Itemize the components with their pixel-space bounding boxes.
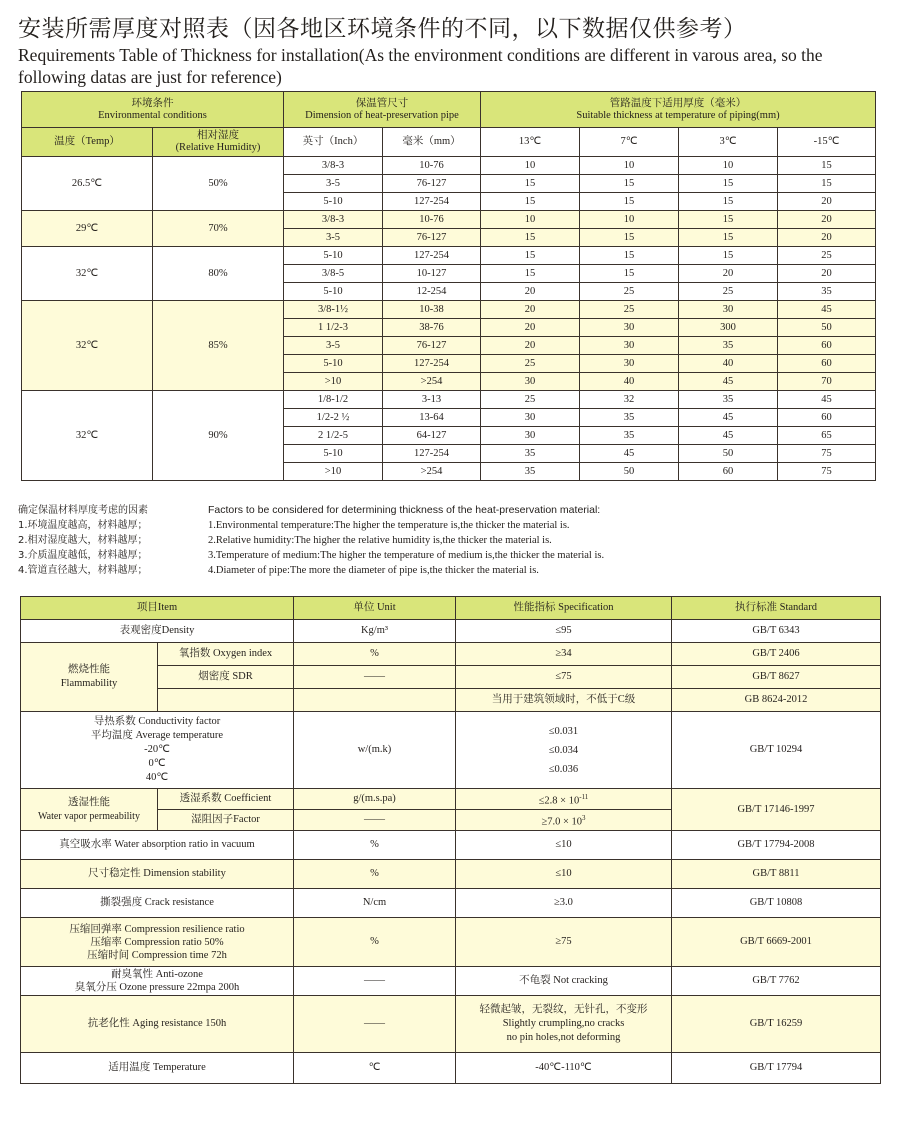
temp-cell: 29℃ <box>22 211 153 247</box>
vapor-factor-unit: —— <box>294 810 456 831</box>
inch-cell: 5-10 <box>284 283 383 301</box>
ozone-standard: GB/T 7762 <box>672 967 881 996</box>
thickness-3c-cell: 35 <box>679 337 778 355</box>
header-suitable-thickness <box>481 92 876 128</box>
factors-en-item: 1.Environmental temperature:The higher the temperature is,the thicker the material is. <box>208 520 570 531</box>
building-item <box>158 689 294 712</box>
compression-item <box>21 918 294 967</box>
thickness-7c-cell: 15 <box>580 247 679 265</box>
header-pipe-cn: 保温管尺寸 <box>355 97 409 109</box>
oxygen-spec: ≥34 <box>456 643 672 666</box>
dimension-unit: % <box>294 860 456 889</box>
header-3c: 3℃ <box>679 128 778 157</box>
thickness-7c-cell: 32 <box>580 391 679 409</box>
thickness-3c-cell: 45 <box>679 409 778 427</box>
vapor-factor-spec <box>456 810 672 831</box>
temp-cell: 26.5℃ <box>22 157 153 211</box>
vapor-label <box>21 789 158 831</box>
dimension-spec: ≤10 <box>456 860 672 889</box>
vapor-standard: GB/T 17146-1997 <box>672 789 881 831</box>
factors-en-item: 2.Relative humidity:The higher the relative humidity is,the thicker the material is. <box>208 535 552 546</box>
mm-cell: 3-13 <box>383 391 481 409</box>
building-standard: GB 8624-2012 <box>672 689 881 712</box>
mm-cell: 12-254 <box>383 283 481 301</box>
spec-exponent: 3 <box>582 813 586 822</box>
thickness-7c-cell: 30 <box>580 319 679 337</box>
mm-cell: 76-127 <box>383 337 481 355</box>
thickness-minus15c-cell: 20 <box>778 211 876 229</box>
thickness-3c-cell: 40 <box>679 355 778 373</box>
mm-cell: 38-76 <box>383 319 481 337</box>
temperature-unit: ℃ <box>294 1053 456 1084</box>
spec-exponent: -11 <box>579 792 589 801</box>
conductivity-standard: GB/T 10294 <box>672 712 881 789</box>
thickness-3c-cell: 15 <box>679 247 778 265</box>
thickness-3c-cell: 10 <box>679 157 778 175</box>
inch-cell: 3-5 <box>284 337 383 355</box>
thickness-3c-cell: 300 <box>679 319 778 337</box>
thickness-7c-cell: 35 <box>580 427 679 445</box>
factors-en <box>208 503 604 578</box>
conductivity-spec-value: ≤0.036 <box>548 763 579 775</box>
crack-standard: GB/T 10808 <box>672 889 881 918</box>
thickness-13c-cell: 15 <box>481 175 580 193</box>
factors-cn-heading: 确定保温材料厚度考虑的因素 <box>18 505 148 516</box>
header-humidity-cn: 相对湿度 <box>197 130 239 141</box>
oxygen-standard: GB/T 2406 <box>672 643 881 666</box>
mm-cell: 76-127 <box>383 229 481 247</box>
compression-unit: % <box>294 918 456 967</box>
building-spec: 当用于建筑领域时，不低于C级 <box>456 689 672 712</box>
compression-line: 压缩回弹率 Compression resilience ratio <box>69 923 245 935</box>
humidity-cell: 70% <box>153 211 284 247</box>
temp-cell: 32℃ <box>22 247 153 301</box>
temperature-spec: -40℃-110℃ <box>456 1053 672 1084</box>
header-7c: 7℃ <box>580 128 679 157</box>
inch-cell: 5-10 <box>284 193 383 211</box>
thickness-13c-cell: 30 <box>481 373 580 391</box>
conductivity-line: 平均温度 Average temperature <box>90 730 224 741</box>
ozone-line: 耐臭氧性 Anti-ozone <box>111 969 203 980</box>
spec-base: ≤2.8 × 10 <box>538 795 580 807</box>
mm-cell: 10-76 <box>383 211 481 229</box>
temp-cell: 32℃ <box>22 391 153 481</box>
mm-cell: >254 <box>383 463 481 481</box>
inch-cell: 5-10 <box>284 247 383 265</box>
mm-cell: 127-254 <box>383 445 481 463</box>
oxygen-item: 氧指数 Oxygen index <box>158 643 294 666</box>
thickness-13c-cell: 15 <box>481 193 580 211</box>
thickness-13c-cell: 25 <box>481 355 580 373</box>
aging-unit: —— <box>294 996 456 1053</box>
factors-cn-item: 1.环境温度越高，材料越厚； <box>18 520 148 531</box>
thickness-13c-cell: 10 <box>481 157 580 175</box>
page-title-en: Requirements Table of Thickness for installation(As the environment conditions are different in varous area, so the following datas are just for reference) <box>18 45 823 87</box>
compression-standard: GB/T 6669-2001 <box>672 918 881 967</box>
header-mm: 毫米（mm） <box>383 128 481 157</box>
vapor-coefficient-unit: g/(m.s.pa) <box>294 789 456 810</box>
thickness-minus15c-cell: 75 <box>778 445 876 463</box>
mm-cell: 13-64 <box>383 409 481 427</box>
thickness-13c-cell: 15 <box>481 229 580 247</box>
conductivity-item <box>21 712 294 789</box>
oxygen-unit: % <box>294 643 456 666</box>
conductivity-spec-value: ≤0.031 <box>548 725 579 737</box>
header-13c: 13℃ <box>481 128 580 157</box>
row-dimension-stability <box>21 860 881 889</box>
vapor-coefficient-spec <box>456 789 672 810</box>
thickness-7c-cell: 15 <box>580 175 679 193</box>
thickness-13c-cell: 25 <box>481 391 580 409</box>
sdr-item: 烟密度 SDR <box>158 666 294 689</box>
header-humidity <box>153 128 284 157</box>
thickness-table-body <box>22 157 876 481</box>
flammability-label <box>21 643 158 712</box>
mm-cell: >254 <box>383 373 481 391</box>
thickness-minus15c-cell: 60 <box>778 409 876 427</box>
mm-cell: 10-38 <box>383 301 481 319</box>
thickness-7c-cell: 50 <box>580 463 679 481</box>
thickness-7c-cell: 25 <box>580 283 679 301</box>
thickness-minus15c-cell: 25 <box>778 247 876 265</box>
thickness-7c-cell: 15 <box>580 265 679 283</box>
aging-spec <box>456 996 672 1053</box>
inch-cell: 3/8-3 <box>284 211 383 229</box>
vapor-cn: 透湿性能 <box>68 796 110 808</box>
row-conductivity <box>21 712 881 789</box>
thickness-7c-cell: 35 <box>580 409 679 427</box>
header-minus15c: -15℃ <box>778 128 876 157</box>
ozone-line: 臭氧分压 Ozone pressure 22mpa 200h <box>74 982 240 993</box>
ozone-spec: 不龟裂 Not cracking <box>456 967 672 996</box>
thickness-13c-cell: 15 <box>481 247 580 265</box>
inch-cell: 3/8-5 <box>284 265 383 283</box>
factors-cn-item: 4.管道直径越大，材料越厚； <box>18 565 148 576</box>
thickness-13c-cell: 30 <box>481 427 580 445</box>
thickness-13c-cell: 20 <box>481 283 580 301</box>
flammability-cn: 燃烧性能 <box>68 664 110 675</box>
thickness-3c-cell: 15 <box>679 211 778 229</box>
thickness-minus15c-cell: 60 <box>778 337 876 355</box>
vapor-en: Water vapor permeability <box>38 810 140 822</box>
header-standard: 执行标准 Standard <box>672 597 881 620</box>
dimension-standard: GB/T 8811 <box>672 860 881 889</box>
header-inch: 英寸（Inch） <box>284 128 383 157</box>
thickness-3c-cell: 60 <box>679 463 778 481</box>
conductivity-line: 40℃ <box>145 772 169 783</box>
spec-base: ≥7.0 × 10 <box>541 816 583 828</box>
table-row <box>22 211 876 229</box>
inch-cell: 1/8-1/2 <box>284 391 383 409</box>
thickness-13c-cell: 15 <box>481 265 580 283</box>
factors-cn-item: 2.相对湿度越大，材料越厚； <box>18 535 148 546</box>
inch-cell: 3/8-3 <box>284 157 383 175</box>
row-density <box>21 620 881 643</box>
compression-line: 压缩率 Compression ratio 50% <box>90 936 224 948</box>
thickness-7c-cell: 45 <box>580 445 679 463</box>
row-temperature <box>21 1053 881 1084</box>
inch-cell: >10 <box>284 373 383 391</box>
header-thick-cn: 管路温度下适用厚度（毫米） <box>609 97 747 109</box>
conductivity-spec <box>456 712 672 789</box>
thickness-3c-cell: 25 <box>679 283 778 301</box>
thickness-minus15c-cell: 20 <box>778 193 876 211</box>
table-row <box>22 157 876 175</box>
inch-cell: >10 <box>284 463 383 481</box>
inch-cell: 5-10 <box>284 445 383 463</box>
header-unit: 单位 Unit <box>294 597 456 620</box>
sdr-unit: —— <box>294 666 456 689</box>
factors-cn-item: 3.介质温度越低，材料越厚； <box>18 550 148 561</box>
inch-cell: 3/8-1½ <box>284 301 383 319</box>
thickness-minus15c-cell: 45 <box>778 391 876 409</box>
header-pipe-dimension <box>284 92 481 128</box>
header-env-cn: 环境条件 <box>131 97 174 109</box>
thickness-table <box>21 91 876 481</box>
thickness-13c-cell: 20 <box>481 301 580 319</box>
humidity-cell: 50% <box>153 157 284 211</box>
thickness-minus15c-cell: 50 <box>778 319 876 337</box>
temperature-item: 适用温度 Temperature <box>21 1053 294 1084</box>
thickness-7c-cell: 10 <box>580 211 679 229</box>
dimension-item: 尺寸稳定性 Dimension stability <box>21 860 294 889</box>
aging-spec-line: no pin holes,not deforming <box>506 1032 621 1043</box>
thickness-minus15c-cell: 15 <box>778 175 876 193</box>
factors-en-item: 4.Diameter of pipe:The more the diameter of pipe is,the thicker the material is. <box>208 565 539 576</box>
density-spec: ≤95 <box>456 620 672 643</box>
thickness-7c-cell: 30 <box>580 337 679 355</box>
crack-unit: N/cm <box>294 889 456 918</box>
thickness-3c-cell: 45 <box>679 427 778 445</box>
thickness-3c-cell: 50 <box>679 445 778 463</box>
header-environmental-conditions <box>22 92 284 128</box>
temp-cell: 32℃ <box>22 301 153 391</box>
row-anti-ozone <box>21 967 881 996</box>
inch-cell: 1 1/2-3 <box>284 319 383 337</box>
thickness-3c-cell: 15 <box>679 175 778 193</box>
humidity-cell: 85% <box>153 301 284 391</box>
inch-cell: 5-10 <box>284 355 383 373</box>
crack-item: 撕裂强度 Crack resistance <box>21 889 294 918</box>
water-absorption-standard: GB/T 17794-2008 <box>672 831 881 860</box>
conductivity-line: 导热系数 Conductivity factor <box>93 716 221 727</box>
compression-line: 压缩时间 Compression time 72h <box>87 949 227 961</box>
compression-spec: ≥75 <box>456 918 672 967</box>
header-temp: 温度（Temp） <box>22 128 153 157</box>
vapor-factor-item: 湿阻因子Factor <box>158 810 294 831</box>
aging-standard: GB/T 16259 <box>672 996 881 1053</box>
aging-spec-line: 轻微起皱，无裂纹，无针孔，不变形 <box>479 1004 648 1015</box>
mm-cell: 64-127 <box>383 427 481 445</box>
conductivity-unit: w/(m.k) <box>294 712 456 789</box>
thickness-3c-cell: 45 <box>679 373 778 391</box>
water-absorption-spec: ≤10 <box>456 831 672 860</box>
thickness-13c-cell: 20 <box>481 319 580 337</box>
inch-cell: 3-5 <box>284 229 383 247</box>
aging-spec-line: Slightly crumpling,no cracks <box>502 1018 625 1029</box>
table-row <box>22 391 876 409</box>
row-water-absorption <box>21 831 881 860</box>
header-spec: 性能指标 Specification <box>456 597 672 620</box>
table-row <box>22 301 876 319</box>
thickness-minus15c-cell: 75 <box>778 463 876 481</box>
thickness-7c-cell: 25 <box>580 301 679 319</box>
density-standard: GB/T 6343 <box>672 620 881 643</box>
inch-cell: 3-5 <box>284 175 383 193</box>
ozone-unit: —— <box>294 967 456 996</box>
thickness-7c-cell: 10 <box>580 157 679 175</box>
factors-en-heading: Factors to be considered for determining thickness of the heat-preservation material: <box>208 504 601 516</box>
humidity-cell: 90% <box>153 391 284 481</box>
thickness-minus15c-cell: 65 <box>778 427 876 445</box>
row-crack-resistance <box>21 889 881 918</box>
temperature-standard: GB/T 17794 <box>672 1053 881 1084</box>
inch-cell: 2 1/2-5 <box>284 427 383 445</box>
mm-cell: 127-254 <box>383 355 481 373</box>
sdr-spec: ≤75 <box>456 666 672 689</box>
thickness-minus15c-cell: 20 <box>778 229 876 247</box>
conductivity-spec-value: ≤0.034 <box>548 744 579 756</box>
crack-spec: ≥3.0 <box>456 889 672 918</box>
header-pipe-en: Dimension of heat-preservation pipe <box>305 109 459 121</box>
thickness-3c-cell: 20 <box>679 265 778 283</box>
density-unit: Kg/m³ <box>294 620 456 643</box>
humidity-cell: 80% <box>153 247 284 301</box>
thickness-7c-cell: 15 <box>580 193 679 211</box>
mm-cell: 10-127 <box>383 265 481 283</box>
conductivity-line: 0℃ <box>148 758 166 769</box>
thickness-13c-cell: 35 <box>481 463 580 481</box>
mm-cell: 10-76 <box>383 157 481 175</box>
thickness-7c-cell: 15 <box>580 229 679 247</box>
row-aging <box>21 996 881 1053</box>
header-humidity-en: (Relative Humidity) <box>175 142 261 153</box>
thickness-13c-cell: 30 <box>481 409 580 427</box>
thickness-7c-cell: 30 <box>580 355 679 373</box>
header-env-en: Environmental conditions <box>98 109 207 121</box>
inch-cell: 1/2-2 ½ <box>284 409 383 427</box>
mm-cell: 127-254 <box>383 193 481 211</box>
thickness-minus15c-cell: 35 <box>778 283 876 301</box>
mm-cell: 76-127 <box>383 175 481 193</box>
thickness-minus15c-cell: 45 <box>778 301 876 319</box>
header-thick-en: Suitable thickness at temperature of piping(mm) <box>576 109 780 121</box>
specification-table <box>20 596 881 1084</box>
flammability-en: Flammability <box>60 678 118 689</box>
thickness-minus15c-cell: 20 <box>778 265 876 283</box>
factors-en-item: 3.Temperature of medium:The higher the temperature of medium is,the thicker the material is. <box>208 550 605 561</box>
vapor-coefficient-item: 透湿系数 Coefficient <box>158 789 294 810</box>
thickness-13c-cell: 35 <box>481 445 580 463</box>
thickness-13c-cell: 20 <box>481 337 580 355</box>
factors-cn <box>18 503 148 578</box>
thickness-3c-cell: 35 <box>679 391 778 409</box>
row-oxygen-index <box>21 643 881 666</box>
water-absorption-unit: % <box>294 831 456 860</box>
page-title-cn: 安装所需厚度对照表（因各地区环境条件的不同，以下数据仅供参考） <box>18 16 747 42</box>
sdr-standard: GB/T 8627 <box>672 666 881 689</box>
thickness-minus15c-cell: 70 <box>778 373 876 391</box>
row-compression <box>21 918 881 967</box>
ozone-item <box>21 967 294 996</box>
table-row <box>22 247 876 265</box>
thickness-minus15c-cell: 15 <box>778 157 876 175</box>
thickness-3c-cell: 30 <box>679 301 778 319</box>
header-item: 项目Item <box>21 597 294 620</box>
thickness-3c-cell: 15 <box>679 193 778 211</box>
thickness-3c-cell: 15 <box>679 229 778 247</box>
thickness-7c-cell: 40 <box>580 373 679 391</box>
thickness-13c-cell: 10 <box>481 211 580 229</box>
conductivity-line: -20℃ <box>144 744 170 755</box>
thickness-minus15c-cell: 60 <box>778 355 876 373</box>
mm-cell: 127-254 <box>383 247 481 265</box>
aging-item: 抗老化性 Aging resistance 150h <box>21 996 294 1053</box>
density-item: 表观密度Density <box>21 620 294 643</box>
building-unit <box>294 689 456 712</box>
row-vapor-coefficient <box>21 789 881 810</box>
water-absorption-item: 真空吸水率 Water absorption ratio in vacuum <box>21 831 294 860</box>
